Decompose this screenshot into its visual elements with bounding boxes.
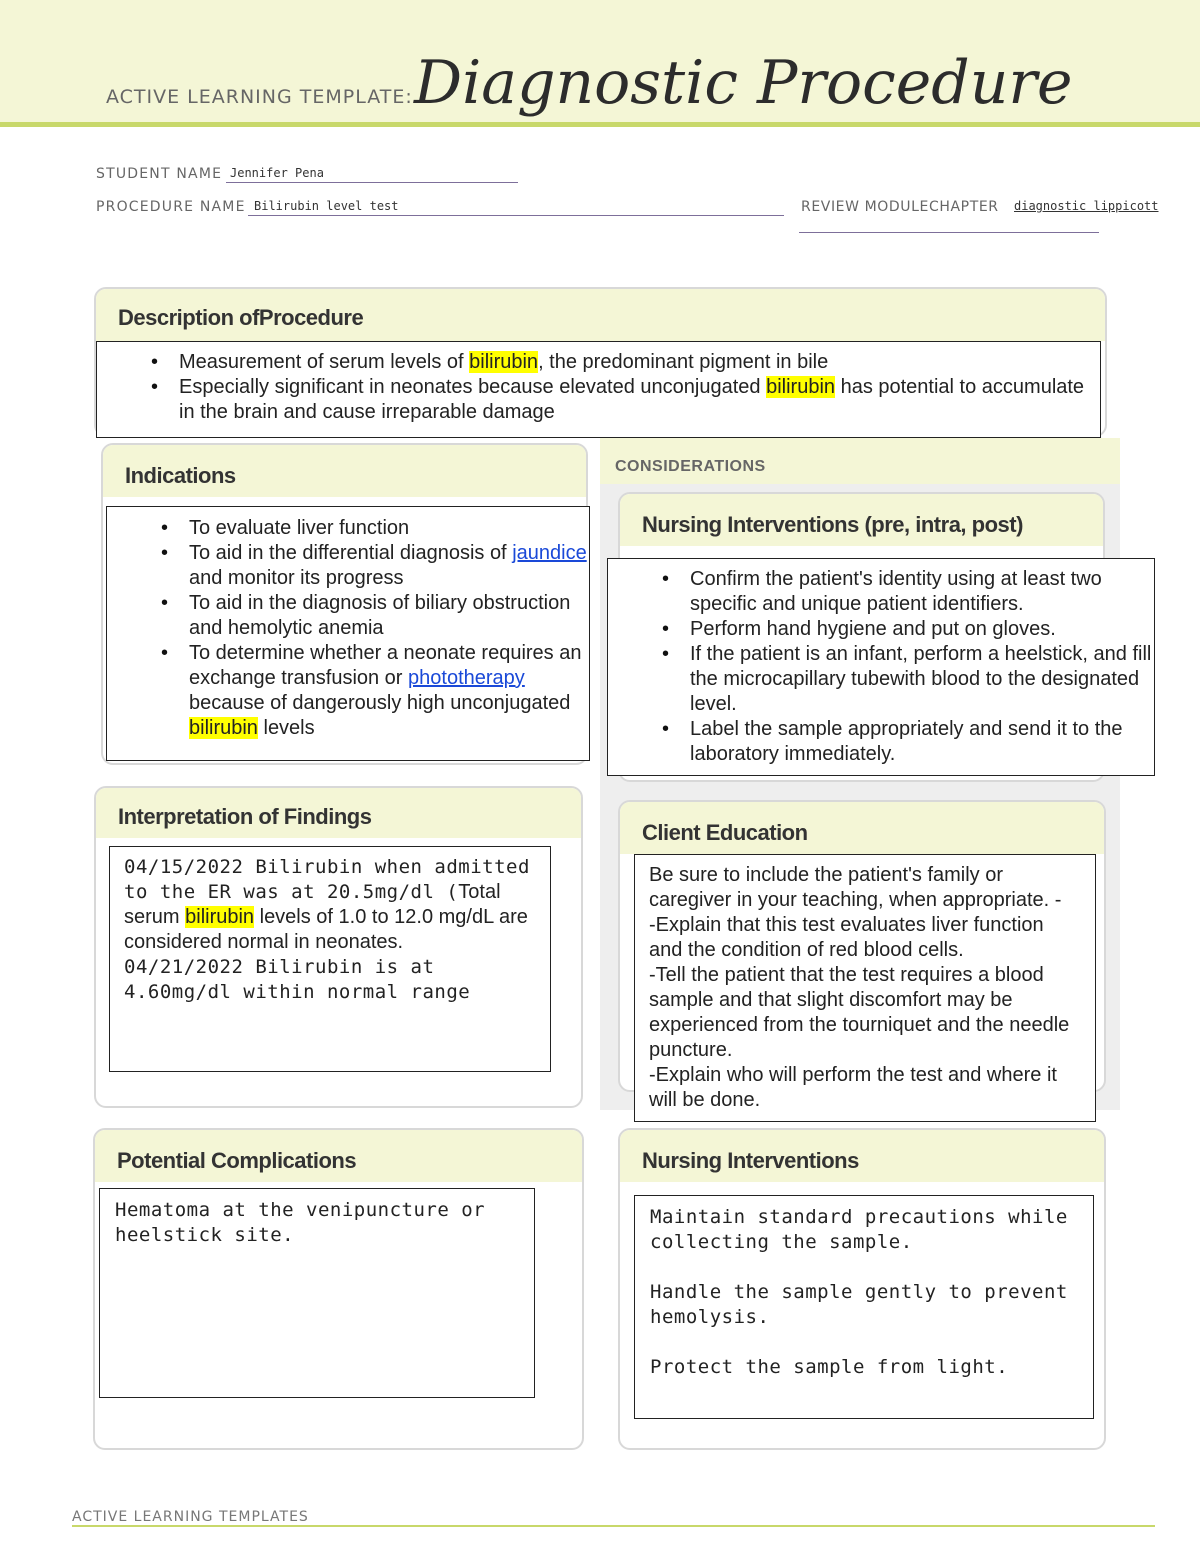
student-name-label: STUDENT NAME [96, 166, 223, 182]
jaundice-link[interactable]: jaundice [512, 542, 587, 564]
nursing-content [634, 1195, 1094, 1419]
review-module-label: REVIEW MODULECHAPTER [801, 199, 999, 215]
review-module-extra-line [799, 216, 1099, 233]
complications-text: Hematoma at the venipuncture or heelstick site. [115, 1199, 486, 1246]
list-item: • If the patient is an infant, perform a heelstick, and fill the microcapillary tubewith blood to the designated level. [690, 642, 1154, 717]
considerations-label: CONSIDERATIONS [615, 458, 766, 475]
list-item: • To aid in the differential diagnosis of jaundice and monitor its progress [189, 541, 589, 591]
footer-divider [72, 1525, 1155, 1527]
interpretation-title: Interpretation of Findings [118, 804, 372, 829]
indications-content [106, 506, 590, 761]
paragraph: Handle the sample gently to prevent hemolysis. [650, 1281, 1068, 1328]
paragraph: Be sure to include the patient's family or caregiver in your teaching, when appropriate. - [649, 864, 1062, 911]
student-name-field[interactable] [226, 166, 518, 183]
complications-content [99, 1188, 535, 1398]
review-module-value: diagnostic lippicott [1014, 199, 1159, 213]
client-education-content [634, 854, 1096, 1122]
list-item: • Confirm the patient's identity using at least two specific and unique patient identifiers. [690, 567, 1154, 617]
list-item: • To determine whether a neonate requires an exchange transfusion or phototherapy because of dangerously high unconjugated bilirubin levels [189, 641, 589, 741]
phototherapy-link[interactable]: phototherapy [408, 667, 525, 689]
list-item: • To aid in the diagnosis of biliary obstruction and hemolytic anemia [189, 591, 589, 641]
procedure-name-value: Bilirubin level test [254, 199, 399, 213]
description-content [96, 341, 1101, 438]
paragraph: Protect the sample from light. [650, 1356, 1009, 1378]
student-name-value: Jennifer Pena [230, 166, 324, 180]
complications-title: Potential Complications [117, 1148, 357, 1173]
list-item: • Label the sample appropriately and send it to the laboratory immediately. [690, 717, 1154, 767]
paragraph: -Explain who will perform the test and where it will be done. [649, 1064, 1057, 1111]
list-item: • Especially significant in neonates because elevated unconjugated bilirubin has potential to accumulate in the brain and cause irreparable damage [179, 375, 1100, 425]
highlighted-term: bilirubin [469, 351, 539, 373]
nursing-title: Nursing Interventions [642, 1148, 859, 1173]
header-divider [0, 122, 1200, 127]
highlighted-term: bilirubin [189, 717, 258, 739]
nursing-pre-content [607, 558, 1155, 776]
review-module-field[interactable] [1012, 199, 1159, 215]
template-label: ACTIVE LEARNING TEMPLATE: [106, 86, 413, 108]
highlighted-term: bilirubin [766, 376, 836, 398]
description-title: Description ofProcedure [118, 305, 364, 330]
nursing-pre-title: Nursing Interventions (pre, intra, post) [642, 512, 1023, 537]
interpretation-content [109, 846, 551, 1072]
interpretation-text: 04/15/2022 Bilirubin when admitted to the ER was at 20.5mg/dl (Total serum bilirubin levels of 1.0 to 12.0 mg/dL are considered normal in neonates. [124, 856, 530, 953]
procedure-name-label: PROCEDURE NAME [96, 199, 246, 215]
highlighted-term: bilirubin [185, 906, 255, 928]
interpretation-followup: 04/21/2022 Bilirubin is at 4.60mg/dl within normal range [124, 956, 471, 1003]
list-item: • To evaluate liver function [189, 516, 589, 541]
client-education-title: Client Education [642, 820, 808, 845]
paragraph: -Explain that this test evaluates liver function and the condition of red blood cells. [649, 914, 1044, 961]
paragraph: -Tell the patient that the test requires a blood sample and that slight discomfort may be experienced from the tourniquet and the needle puncture. [649, 964, 1070, 1061]
indications-title: Indications [125, 463, 236, 488]
procedure-name-field[interactable] [248, 199, 784, 216]
page-title: Diagnostic Procedure [414, 48, 1073, 118]
list-item: • Measurement of serum levels of bilirubin, the predominant pigment in bile [179, 350, 1100, 375]
list-item: • Perform hand hygiene and put on gloves. [690, 617, 1154, 642]
footer-label: ACTIVE LEARNING TEMPLATES [72, 1509, 309, 1525]
paragraph: Maintain standard precautions while collecting the sample. [650, 1206, 1068, 1253]
